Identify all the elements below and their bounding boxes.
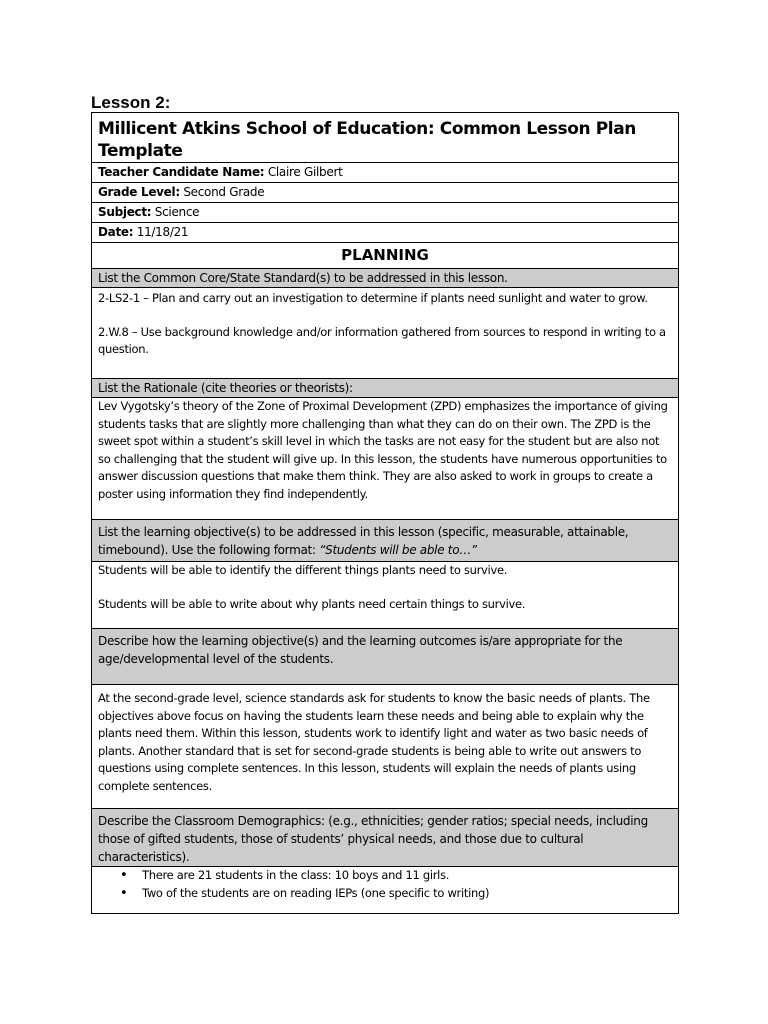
objectives-format-example: “Students will be able to…” bbox=[319, 543, 477, 557]
rationale-prompt: List the Rationale (cite theories or theorists): bbox=[92, 379, 679, 398]
field-label: Date: bbox=[98, 225, 134, 239]
standards-content bbox=[92, 288, 679, 379]
standards-prompt: List the Common Core/State Standard(s) to be addressed in this lesson. bbox=[92, 269, 679, 288]
subject-field bbox=[92, 203, 679, 223]
date-field bbox=[92, 223, 679, 243]
field-label: Subject: bbox=[98, 205, 152, 219]
list-item: • Two of the students are on reading IEPs (one specific to writing) bbox=[142, 885, 672, 903]
objectives-content bbox=[92, 562, 679, 629]
objective-item: Students will be able to write about why plants need certain things to survive. bbox=[98, 596, 526, 611]
field-value: Science bbox=[154, 205, 200, 219]
rationale-text: Lev Vygotsky’s theory of the Zone of Proximal Development (ZPD) emphasizes the importance of giving students tasks that are slightly more challenging than what they can do on their own. The ZPD is the sweet spot within a student’s skill level in which the tasks are not easy for the student but are also not so challenging that the student will give up. In this lesson, the students have numerous opportunities to answer discussion questions that make them think. They are also asked to work in groups to create a poster using information they find independently. bbox=[92, 398, 679, 520]
demographics-list bbox=[98, 867, 672, 902]
field-label: Teacher Candidate Name: bbox=[98, 165, 265, 179]
appropriateness-prompt: Describe how the learning objective(s) and the learning outcomes is/are appropriate for the age/developmental level of the students. bbox=[92, 629, 679, 685]
objective-item: Students will be able to identify the different things plants need to survive. bbox=[98, 563, 508, 577]
standard-item: 2.W.8 – Use background knowledge and/or information gathered from sources to respond in writing to a question. bbox=[98, 324, 666, 356]
title-cell bbox=[92, 113, 679, 163]
objectives-prompt-text: List the learning objective(s) to be addressed in this lesson (specific, measurable, attainable, timebound). Use the following format: bbox=[98, 525, 629, 557]
document-title: Millicent Atkins School of Education: Common Lesson Plan Template bbox=[98, 119, 636, 161]
teacher-name-field bbox=[92, 163, 679, 183]
grade-level-field bbox=[92, 183, 679, 203]
planning-label: PLANNING bbox=[341, 246, 429, 264]
planning-header bbox=[92, 243, 679, 269]
field-value: Second Grade bbox=[183, 185, 265, 199]
field-value: Claire Gilbert bbox=[267, 165, 343, 179]
list-item: • There are 21 students in the class: 10 boys and 11 girls. bbox=[142, 867, 672, 885]
objectives-prompt bbox=[92, 520, 679, 562]
demographics-content bbox=[92, 867, 679, 914]
field-value: 11/18/21 bbox=[136, 225, 189, 239]
demographics-prompt: Describe the Classroom Demographics: (e.g., ethnicities; gender ratios; special needs, including those of gifted students, those of students’ physical needs, and those due to cultural characteristics). bbox=[92, 809, 679, 867]
lesson-heading: Lesson 2: bbox=[91, 93, 171, 112]
standard-item: 2-LS2-1 – Plan and carry out an investigation to determine if plants need sunlight and water to grow. bbox=[98, 291, 648, 305]
field-label: Grade Level: bbox=[98, 185, 180, 199]
appropriateness-text: At the second-grade level, science standards ask for students to know the basic needs of plants. The objectives above focus on having the students learn these needs and being able to explain why the plants need them. Within this lesson, students work to identify light and water as two basic needs of plants. Another standard that is set for second-grade students is being able to write out answers to questions using complete sentences. In this lesson, students will explain the needs of plants using complete sentences. bbox=[92, 685, 679, 809]
lesson-plan-table bbox=[91, 112, 679, 914]
